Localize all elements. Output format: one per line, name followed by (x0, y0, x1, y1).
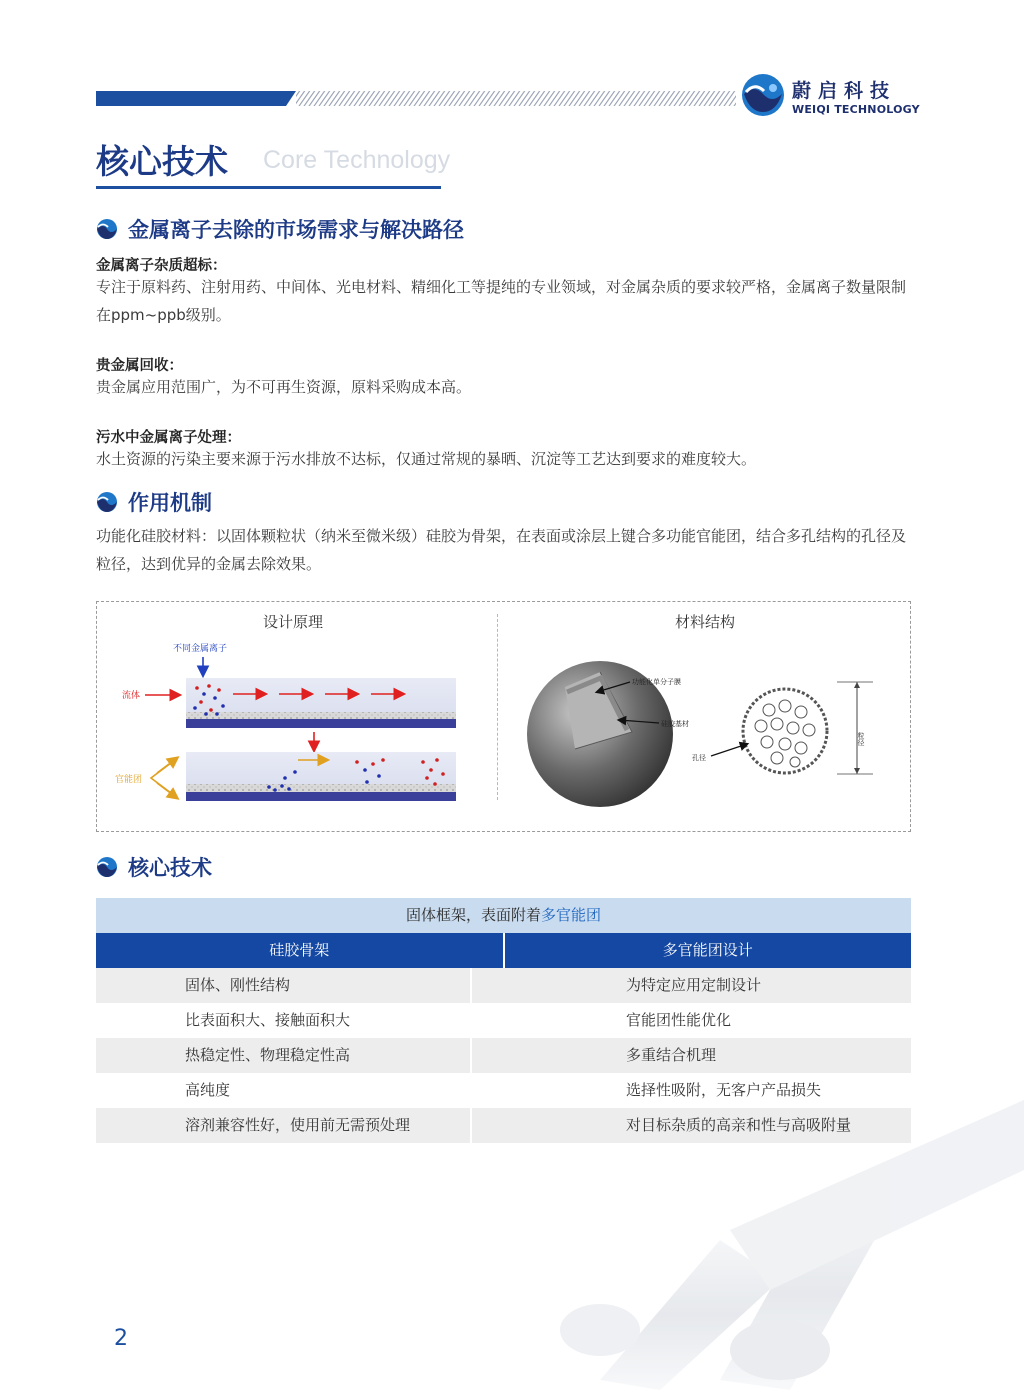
banner-highlight: 多官能团 (541, 906, 602, 924)
item-text-wastewater: 水土资源的污染主要来源于污水排放不达标，仅通过常规的暴晒、沉淀等工艺达到要求的难度较大。 (96, 450, 757, 468)
table-cell: 官能团性能优化 (470, 1003, 911, 1038)
label-fluid: 流体 (122, 691, 141, 701)
table-cell: 为特定应用定制设计 (470, 968, 911, 1003)
table-row (96, 1003, 911, 1038)
column-header-silica: 硅胶骨架 (269, 941, 330, 959)
logo-swirl-icon (740, 72, 786, 118)
brand-logo (740, 72, 930, 122)
table-cell: 比表面积大、接触面积大 (185, 1011, 351, 1029)
label-ions: 不同金属离子 (173, 644, 228, 654)
page-title: 核心技术 (96, 142, 228, 181)
page-title-en: Core Technology (263, 146, 451, 174)
item-label-wastewater: 污水中金属离子处理： (96, 430, 241, 446)
item-text-impurity: 专注于原料药、注射用药、中间体、光电材料、精细化工等提纯的专业领域，对金属杂质的要求较严格，金属离子数量限制在ppm~ppb级别。 (96, 278, 907, 324)
table-cell: 固体、刚性结构 (185, 976, 291, 994)
mechanism-text: 功能化硅胶材料：以固体颗粒状（纳米至微米级）硅胶为骨架，在表面或涂层上键合多功能官能团，结合多孔结构的孔径及粒径，达到优异的金属去除效果。 (96, 527, 907, 573)
table-row (96, 1108, 911, 1143)
brand-name-en: WEIQI TECHNOLOGY (792, 103, 920, 116)
section-bullet-icon (96, 218, 118, 240)
table-row (96, 968, 911, 1003)
section-heading-text: 金属离子去除的市场需求与解决路径 (128, 218, 464, 242)
label-groups: 官能团 (115, 775, 143, 785)
label-size: 粒径 (857, 732, 865, 746)
section-bullet-icon (96, 491, 118, 513)
mechanism-illustration (97, 602, 910, 831)
figure-caption-structure: 材料结构 (675, 613, 736, 631)
porous-particle (743, 689, 827, 773)
table-cell: 选择性吸附，无客户产品损失 (470, 1073, 911, 1108)
column-header-groups: 多官能团设计 (503, 933, 912, 968)
figure-caption-design: 设计原理 (263, 613, 324, 631)
header-decoration-bar (96, 88, 736, 106)
brand-name-cn: 蔚启科技 (792, 80, 897, 102)
page-number: 2 (114, 1326, 128, 1351)
label-pore: 孔径 (692, 754, 706, 762)
title-underline (96, 186, 441, 189)
table-cell: 多重结合机理 (470, 1038, 911, 1073)
label-membrane: 功能化单分子膜 (632, 678, 681, 686)
table-cell: 对目标杂质的高亲和性与高吸附量 (470, 1108, 911, 1143)
table-row (96, 1073, 911, 1108)
table-cell: 高纯度 (185, 1081, 231, 1099)
table-cell: 溶剂兼容性好，使用前无需预处理 (185, 1116, 411, 1134)
table-banner (96, 898, 911, 933)
section-heading-text: 作用机制 (128, 491, 212, 515)
core-technology-table (96, 898, 911, 1143)
table-header (96, 933, 911, 968)
item-label-recovery: 贵金属回收： (96, 358, 183, 374)
section-bullet-icon (96, 856, 118, 878)
item-text-recovery: 贵金属应用范围广，为不可再生资源，原料采购成本高。 (96, 378, 472, 396)
item-label-impurity: 金属离子杂质超标： (96, 258, 227, 274)
label-matrix: 硅胶基材 (661, 720, 689, 728)
banner-prefix: 固体框架，表面附着 (405, 906, 541, 924)
section-heading-text: 核心技术 (128, 856, 212, 880)
table-row (96, 1038, 911, 1073)
table-cell: 热稳定性、物理稳定性高 (185, 1046, 351, 1064)
